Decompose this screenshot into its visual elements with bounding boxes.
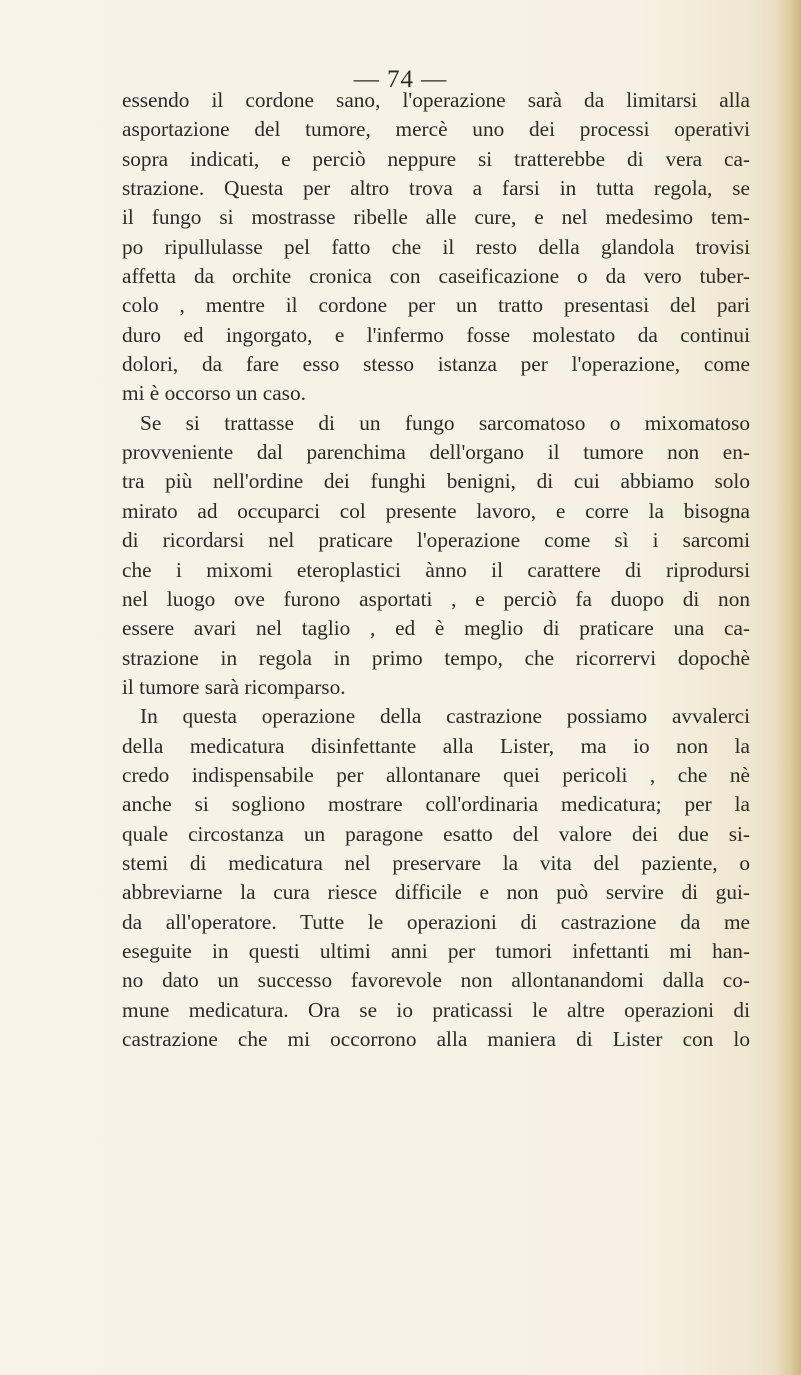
text-line: dolori, da fare esso stesso istanza per l'operazione, come xyxy=(122,352,750,377)
text-line: il tumore sarà ricomparso. xyxy=(122,674,346,699)
text-line: da all'operatore. Tutte le operazioni di castrazione da me xyxy=(122,909,750,934)
text-line: mune medicatura. Ora se io praticassi le altre operazioni di xyxy=(122,997,750,1022)
text-line: credo indispensabile per allontanare quei pericoli , che nè xyxy=(122,762,750,787)
text-line: duro ed ingorgato, e l'infermo fosse molestato da continui xyxy=(122,322,750,347)
text-line: quale circostanza un paragone esatto del valore dei due si- xyxy=(122,821,750,846)
text-line: In questa operazione della castrazione possiamo avvalerci xyxy=(140,704,750,729)
text-line: nel luogo ove furono asportati , e perciò fa duopo di non xyxy=(122,586,750,611)
text-line: po ripullulasse pel fatto che il resto della glandola trovisi xyxy=(122,234,750,259)
page-edge-shadow xyxy=(775,0,801,1375)
text-line: essendo il cordone sano, l'operazione sarà da limitarsi alla xyxy=(122,88,750,112)
text-line: eseguite in questi ultimi anni per tumori infettanti mi han- xyxy=(122,938,750,963)
text-line: sopra indicati, e perciò neppure si tratterebbe di vera ca- xyxy=(122,146,750,171)
text-line: castrazione che mi occorrono alla maniera di Lister con lo xyxy=(122,1027,750,1051)
text-line: essere avari nel taglio , ed è meglio di praticare una ca- xyxy=(122,616,750,641)
text-line: della medicatura disinfettante alla Lister, ma io non la xyxy=(122,733,750,758)
text-line: tra più nell'ordine dei funghi benigni, di cui abbiamo solo xyxy=(122,469,750,494)
text-line: di ricordarsi nel praticare l'operazione come sì i sarcomi xyxy=(122,528,750,553)
text-line: mi è occorso un caso. xyxy=(122,381,306,406)
text-line: asportazione del tumore, mercè uno dei processi operativi xyxy=(122,117,750,142)
text-line: provveniente dal parenchima dell'organo il tumore non en- xyxy=(122,440,750,465)
text-line: strazione. Questa per altro trova a farsi in tutta regola, se xyxy=(122,176,750,201)
text-line: no dato un successo favorevole non allontanandomi dalla co- xyxy=(122,968,750,993)
text-line: il fungo si mostrasse ribelle alle cure, e nel medesimo tem- xyxy=(122,205,750,230)
text-line: stemi di medicatura nel preservare la vita del paziente, o xyxy=(122,850,750,875)
text-line: mirato ad occuparci col presente lavoro, e corre la bisogna xyxy=(122,498,750,523)
text-line: anche si sogliono mostrare coll'ordinaria medicatura; per la xyxy=(122,792,750,817)
text-line: strazione in regola in primo tempo, che ricorrervi dopochè xyxy=(122,645,750,670)
text-line: abbreviarne la cura riesce difficile e non può servire di gui- xyxy=(122,880,750,905)
body-text xyxy=(122,86,750,1054)
text-line: che i mixomi eteroplastici ànno il carattere di riprodursi xyxy=(122,557,750,582)
text-line: Se si trattasse di un fungo sarcomatoso o mixomatoso xyxy=(140,410,750,435)
text-line: colo , mentre il cordone per un tratto presentasi del pari xyxy=(122,293,750,318)
text-line: affetta da orchite cronica con caseificazione o da vero tuber- xyxy=(122,264,750,289)
page-number: — 74 — xyxy=(353,66,448,93)
